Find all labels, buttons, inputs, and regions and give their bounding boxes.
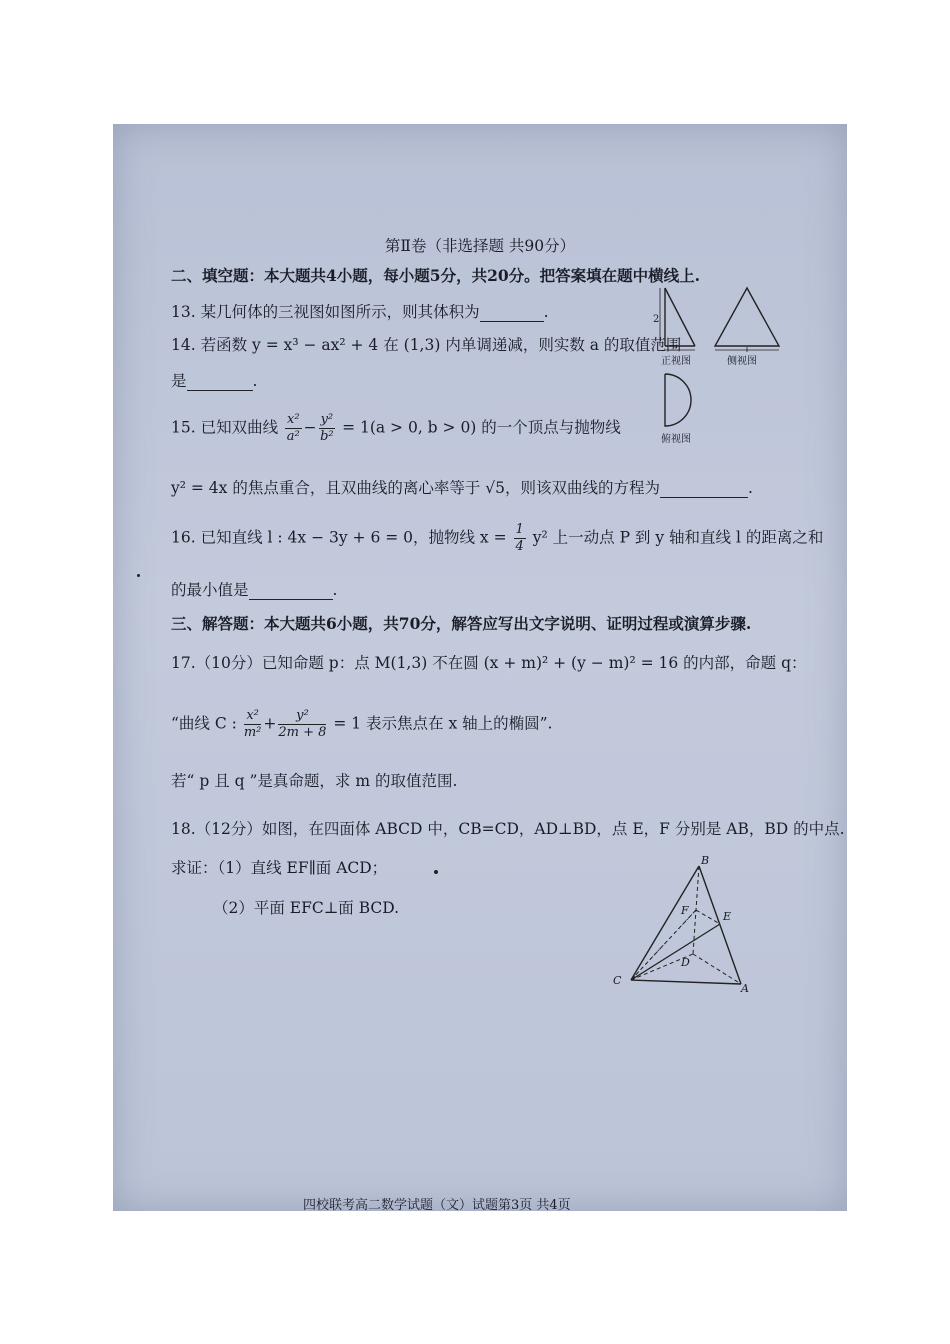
label-B: B xyxy=(701,854,710,867)
q16-tail: . xyxy=(332,581,338,599)
question-18-line3: （2）平面 EFC⊥面 BCD. xyxy=(213,899,400,917)
q13-tail: . xyxy=(543,303,549,321)
question-17-line2: “曲线 C : $\frac{\text{x²}}{\text{m²}}$ + $\frac{\text{y²}}{2m + 8}$ = 1 表示焦点在 x 轴上的椭圆”. xyxy=(171,708,553,740)
stray-dot xyxy=(434,870,438,874)
question-16-line2 xyxy=(171,578,337,600)
q17-fraction-2 xyxy=(278,708,326,741)
q16-frac-num: 1 xyxy=(515,522,524,537)
exam-page xyxy=(113,124,847,1211)
question-15-line1: 15. 已知双曲线 $\frac{\text{x²}}{\text{a²}}$ − $\frac{\text{y²}}{\text{b²}}$ = 1(a > 0, b > 0) 的一个顶点与抛物线 xyxy=(171,412,621,444)
label-E: E xyxy=(723,910,732,923)
q16-prefix: 16. 已知直线 l : 4x − 3y + 6 = 0，抛物线 x = xyxy=(171,528,507,547)
side-view-label: 侧视图 xyxy=(727,356,757,367)
q17-frac1-den: m² xyxy=(243,725,262,740)
section-title: 第Ⅱ卷（非选择题 共90分） xyxy=(384,237,576,255)
tetrahedron-figure xyxy=(613,858,763,998)
q14-answer-blank xyxy=(187,372,253,391)
label-C: C xyxy=(613,974,622,987)
question-17-line3: 若“ p 且 q ”是真命题，求 m 的取值范围. xyxy=(171,772,458,790)
part2-heading: 二、填空题：本大题共4小题，每小题5分，共20分。把答案填在题中横线上. xyxy=(171,266,701,285)
q16-answer-blank xyxy=(249,581,333,600)
q15-frac2-den: b² xyxy=(320,429,334,444)
question-15-line2 xyxy=(171,476,753,498)
stray-dot-left xyxy=(137,574,140,577)
question-14-line2 xyxy=(171,369,257,391)
q15-prefix: 15. 已知双曲线 xyxy=(171,418,279,437)
question-18-line1: 18.（12分）如图，在四面体 ABCD 中，CB=CD，AD⊥BD，点 E，F 分别是 AB，BD 的中点. xyxy=(171,820,845,838)
q14-line2-text: 是 xyxy=(171,372,187,390)
q15-frac1-num: x² xyxy=(287,412,300,427)
question-14-line1: 14. 若函数 y = x³ − ax² + 4 在 (1,3) 内单调递减，则实数 a 的取值范围 xyxy=(171,336,682,354)
q15-frac1-den: a² xyxy=(286,429,300,444)
question-18-line2: 求证：（1）直线 EF∥面 ACD； xyxy=(171,859,388,877)
q13-text: 13. 某几何体的三视图如图所示，则其体积为 xyxy=(171,303,480,321)
question-16-line1 xyxy=(171,522,823,555)
q15-tail: . xyxy=(748,479,753,497)
q15-suffix: = 1(a > 0, b > 0) 的一个顶点与抛物线 xyxy=(342,418,621,437)
q15-answer-blank xyxy=(660,479,748,498)
top-view-figure xyxy=(661,372,701,430)
q15-fraction-1 xyxy=(285,412,302,445)
q17-frac2-den: 2m + 8 xyxy=(278,725,327,740)
q16-fraction xyxy=(514,522,526,555)
label-A: A xyxy=(741,982,749,995)
q16-line2-text: 的最小值是 xyxy=(171,581,249,599)
front-view-figure xyxy=(657,286,703,352)
question-13 xyxy=(171,300,549,322)
front-view-label: 正视图 xyxy=(661,356,691,367)
page-footer: 四校联考高二数学试题（文）试题第3页 共4页 xyxy=(303,1198,571,1213)
q17-line2-prefix: “曲线 C : xyxy=(171,714,237,733)
label-D: D xyxy=(681,956,690,969)
q16-frac-den: 4 xyxy=(515,539,524,554)
part3-heading: 三、解答题：本大题共6小题，共70分，解答应写出文字说明、证明过程或演算步骤. xyxy=(171,614,752,633)
q16-suffix: y² 上一动点 P 到 y 轴和直线 l 的距离之和 xyxy=(532,528,824,547)
q13-answer-blank xyxy=(480,303,544,322)
top-view-label: 俯视图 xyxy=(661,434,691,445)
q15-line2-text: y² = 4x 的焦点重合，且双曲线的离心率等于 √5，则该双曲线的方程为 xyxy=(171,479,661,497)
side-view-figure xyxy=(711,286,783,352)
q17-frac1-num: x² xyxy=(244,708,262,725)
q17-fraction-1 xyxy=(244,708,262,741)
q14-tail: . xyxy=(252,372,258,390)
q17-frac2-num: y² xyxy=(278,708,326,725)
label-F: F xyxy=(681,904,689,917)
front-view-dimension: 2 xyxy=(653,314,660,325)
q15-frac2-num: y² xyxy=(320,412,334,427)
q17-line2-suffix: = 1 表示焦点在 x 轴上的椭圆”. xyxy=(333,714,553,733)
question-17-line1: 17.（10分）已知命题 p：点 M(1,3) 不在圆 (x + m)² + (y − m)² = 16 的内部，命题 q： xyxy=(171,654,807,672)
q15-fraction-2 xyxy=(319,412,336,445)
